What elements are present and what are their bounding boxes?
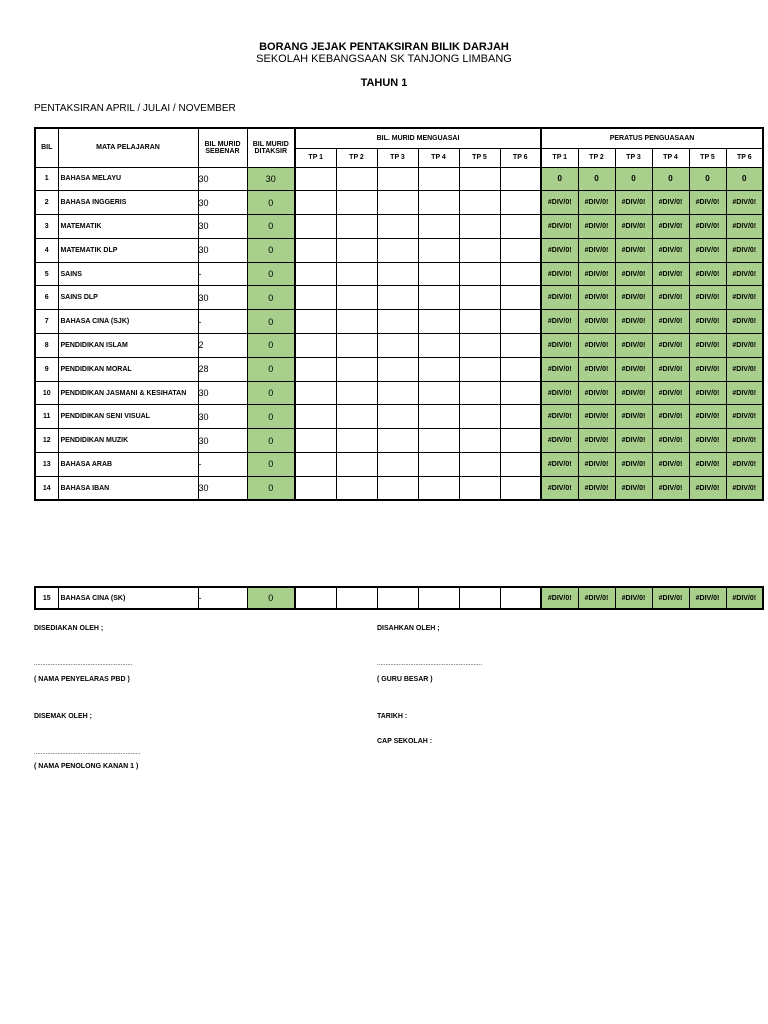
row-peratus-tp1: #DIV/0! xyxy=(541,310,578,334)
col-peratus-tp4: TP 4 xyxy=(652,148,689,167)
row-peratus-tp3: #DIV/0! xyxy=(615,286,652,310)
row-peratus-tp4: #DIV/0! xyxy=(652,310,689,334)
row-peratus-tp3: #DIV/0! xyxy=(615,453,652,477)
row-bil: 1 xyxy=(35,167,58,191)
row-menguasai-tp2 xyxy=(336,310,377,334)
row-bil-murid-ditaksir: 0 xyxy=(247,357,295,381)
row-menguasai-tp5 xyxy=(459,238,500,262)
row-menguasai-tp4 xyxy=(418,453,459,477)
row-peratus-tp5: #DIV/0! xyxy=(689,381,726,405)
row-peratus-tp2: #DIV/0! xyxy=(578,405,615,429)
row-peratus-tp1: #DIV/0! xyxy=(541,191,578,215)
row-menguasai-tp2 xyxy=(336,476,377,500)
row-peratus-tp1: #DIV/0! xyxy=(541,262,578,286)
row-bil-murid-sebenar: - xyxy=(198,310,247,334)
row-bil-murid-ditaksir: 0 xyxy=(247,310,295,334)
row-menguasai-tp3 xyxy=(377,238,418,262)
row-bil-murid-sebenar: 30 xyxy=(198,476,247,500)
col-peratus-tp2: TP 2 xyxy=(578,148,615,167)
row-menguasai-tp1 xyxy=(295,286,336,310)
row-peratus-tp6: #DIV/0! xyxy=(726,238,763,262)
row-peratus-tp2: #DIV/0! xyxy=(578,286,615,310)
row-menguasai-tp4 xyxy=(418,191,459,215)
row-bil-murid-ditaksir: 0 xyxy=(247,453,295,477)
row-menguasai-tp2 xyxy=(336,334,377,358)
row-menguasai-tp5 xyxy=(459,587,500,609)
row-bil-murid-ditaksir: 0 xyxy=(247,476,295,500)
row-menguasai-tp2 xyxy=(336,429,377,453)
row-menguasai-tp6 xyxy=(500,167,541,191)
year-label: TAHUN 1 xyxy=(360,77,408,89)
assessment-table xyxy=(34,127,764,501)
row-menguasai-tp6 xyxy=(500,587,541,609)
row-bil: 11 xyxy=(35,405,58,429)
row-peratus-tp4: #DIV/0! xyxy=(652,286,689,310)
table-row xyxy=(35,587,763,609)
row-menguasai-tp2 xyxy=(336,453,377,477)
table-row xyxy=(35,429,763,453)
row-menguasai-tp4 xyxy=(418,215,459,239)
row-bil-murid-sebenar: 30 xyxy=(198,215,247,239)
row-bil-murid-sebenar: 30 xyxy=(198,381,247,405)
row-menguasai-tp6 xyxy=(500,476,541,500)
row-bil: 14 xyxy=(35,476,58,500)
row-menguasai-tp2 xyxy=(336,167,377,191)
row-bil-murid-sebenar: 30 xyxy=(198,286,247,310)
row-peratus-tp4: #DIV/0! xyxy=(652,262,689,286)
col-peratus-tp3: TP 3 xyxy=(615,148,652,167)
row-bil: 15 xyxy=(35,587,58,609)
row-menguasai-tp2 xyxy=(336,215,377,239)
row-menguasai-tp1 xyxy=(295,429,336,453)
row-peratus-tp2: #DIV/0! xyxy=(578,357,615,381)
row-menguasai-tp6 xyxy=(500,215,541,239)
row-peratus-tp6: #DIV/0! xyxy=(726,405,763,429)
col-group-peratus: PERATUS PENGUASAAN xyxy=(541,128,763,148)
row-peratus-tp4: #DIV/0! xyxy=(652,429,689,453)
row-bil: 12 xyxy=(35,429,58,453)
row-peratus-tp2: #DIV/0! xyxy=(578,587,615,609)
row-menguasai-tp1 xyxy=(295,453,336,477)
row-menguasai-tp4 xyxy=(418,381,459,405)
row-peratus-tp3: #DIV/0! xyxy=(615,429,652,453)
row-subject: BAHASA CINA (SJK) xyxy=(58,310,198,334)
col-menguasai-tp4: TP 4 xyxy=(418,148,459,167)
row-peratus-tp1: #DIV/0! xyxy=(541,238,578,262)
row-menguasai-tp2 xyxy=(336,587,377,609)
row-menguasai-tp3 xyxy=(377,286,418,310)
row-menguasai-tp6 xyxy=(500,453,541,477)
row-peratus-tp5: #DIV/0! xyxy=(689,191,726,215)
row-menguasai-tp2 xyxy=(336,405,377,429)
row-peratus-tp4: #DIV/0! xyxy=(652,587,689,609)
row-menguasai-tp1 xyxy=(295,587,336,609)
row-peratus-tp6: #DIV/0! xyxy=(726,357,763,381)
row-peratus-tp5: #DIV/0! xyxy=(689,310,726,334)
row-peratus-tp3: #DIV/0! xyxy=(615,262,652,286)
row-peratus-tp3: #DIV/0! xyxy=(615,334,652,358)
row-bil: 13 xyxy=(35,453,58,477)
approved-by-label: DISAHKAN OLEH ; xyxy=(377,625,440,632)
row-menguasai-tp1 xyxy=(295,334,336,358)
row-bil-murid-sebenar: 30 xyxy=(198,429,247,453)
row-bil-murid-ditaksir: 0 xyxy=(247,587,295,609)
row-menguasai-tp3 xyxy=(377,334,418,358)
row-menguasai-tp5 xyxy=(459,334,500,358)
row-menguasai-tp5 xyxy=(459,357,500,381)
row-menguasai-tp3 xyxy=(377,310,418,334)
row-peratus-tp5: #DIV/0! xyxy=(689,357,726,381)
row-peratus-tp6: #DIV/0! xyxy=(726,286,763,310)
row-subject: PENDIDIKAN MORAL xyxy=(58,357,198,381)
row-peratus-tp2: #DIV/0! xyxy=(578,476,615,500)
row-peratus-tp5: #DIV/0! xyxy=(689,286,726,310)
row-menguasai-tp5 xyxy=(459,429,500,453)
row-peratus-tp1: #DIV/0! xyxy=(541,334,578,358)
row-peratus-tp5: #DIV/0! xyxy=(689,429,726,453)
table-row xyxy=(35,262,763,286)
row-peratus-tp4: #DIV/0! xyxy=(652,381,689,405)
row-peratus-tp3: #DIV/0! xyxy=(615,238,652,262)
row-subject: SAINS DLP xyxy=(58,286,198,310)
row-subject: MATEMATIK xyxy=(58,215,198,239)
row-peratus-tp3: #DIV/0! xyxy=(615,381,652,405)
row-peratus-tp2: 0 xyxy=(578,167,615,191)
row-peratus-tp2: #DIV/0! xyxy=(578,262,615,286)
signature-line-senior-assistant: ................................................................ xyxy=(34,750,141,756)
row-menguasai-tp4 xyxy=(418,238,459,262)
row-menguasai-tp3 xyxy=(377,405,418,429)
coordinator-name-label: ( NAMA PENYELARAS PBD ) xyxy=(34,676,130,683)
row-menguasai-tp4 xyxy=(418,405,459,429)
row-peratus-tp5: #DIV/0! xyxy=(689,238,726,262)
row-menguasai-tp1 xyxy=(295,381,336,405)
row-menguasai-tp5 xyxy=(459,381,500,405)
row-menguasai-tp3 xyxy=(377,381,418,405)
col-bil: BIL xyxy=(35,128,58,167)
row-subject: MATEMATIK DLP xyxy=(58,238,198,262)
table-row xyxy=(35,310,763,334)
prepared-by-label: DISEDIAKAN OLEH ; xyxy=(34,625,104,632)
row-menguasai-tp6 xyxy=(500,405,541,429)
table-row xyxy=(35,405,763,429)
row-menguasai-tp3 xyxy=(377,587,418,609)
row-peratus-tp2: #DIV/0! xyxy=(578,381,615,405)
table-row xyxy=(35,381,763,405)
row-menguasai-tp6 xyxy=(500,357,541,381)
signature-line-headmaster: ............................................................... xyxy=(377,661,483,667)
row-menguasai-tp2 xyxy=(336,191,377,215)
col-menguasai-tp5: TP 5 xyxy=(459,148,500,167)
row-menguasai-tp3 xyxy=(377,357,418,381)
row-peratus-tp5: #DIV/0! xyxy=(689,334,726,358)
row-menguasai-tp4 xyxy=(418,334,459,358)
col-menguasai-tp2: TP 2 xyxy=(336,148,377,167)
row-peratus-tp4: #DIV/0! xyxy=(652,334,689,358)
row-peratus-tp4: #DIV/0! xyxy=(652,405,689,429)
col-peratus-tp1: TP 1 xyxy=(541,148,578,167)
school-stamp-label: CAP SEKOLAH : xyxy=(377,738,433,745)
row-menguasai-tp4 xyxy=(418,167,459,191)
row-peratus-tp5: 0 xyxy=(689,167,726,191)
table-row xyxy=(35,453,763,477)
row-menguasai-tp6 xyxy=(500,262,541,286)
row-peratus-tp2: #DIV/0! xyxy=(578,215,615,239)
table-row xyxy=(35,476,763,500)
row-menguasai-tp6 xyxy=(500,310,541,334)
row-menguasai-tp4 xyxy=(418,286,459,310)
col-group-menguasai: BIL. MURID MENGUASAI xyxy=(295,128,541,148)
headmaster-label: ( GURU BESAR ) xyxy=(377,676,433,683)
row-menguasai-tp1 xyxy=(295,262,336,286)
row-subject: BAHASA INGGERIS xyxy=(58,191,198,215)
row-menguasai-tp1 xyxy=(295,405,336,429)
row-menguasai-tp4 xyxy=(418,262,459,286)
row-peratus-tp1: #DIV/0! xyxy=(541,286,578,310)
row-peratus-tp2: #DIV/0! xyxy=(578,453,615,477)
row-menguasai-tp5 xyxy=(459,167,500,191)
row-bil-murid-sebenar: 30 xyxy=(198,405,247,429)
row-menguasai-tp5 xyxy=(459,310,500,334)
row-menguasai-tp3 xyxy=(377,167,418,191)
table-row xyxy=(35,286,763,310)
row-peratus-tp2: #DIV/0! xyxy=(578,429,615,453)
extra-subject-table xyxy=(34,586,764,610)
row-menguasai-tp3 xyxy=(377,215,418,239)
row-peratus-tp4: #DIV/0! xyxy=(652,453,689,477)
row-menguasai-tp1 xyxy=(295,310,336,334)
row-peratus-tp1: #DIV/0! xyxy=(541,429,578,453)
row-peratus-tp4: #DIV/0! xyxy=(652,215,689,239)
row-subject: BAHASA ARAB xyxy=(58,453,198,477)
row-menguasai-tp1 xyxy=(295,167,336,191)
row-peratus-tp4: #DIV/0! xyxy=(652,357,689,381)
row-peratus-tp5: #DIV/0! xyxy=(689,262,726,286)
row-menguasai-tp4 xyxy=(418,429,459,453)
row-bil: 4 xyxy=(35,238,58,262)
row-peratus-tp5: #DIV/0! xyxy=(689,587,726,609)
row-subject: BAHASA MELAYU xyxy=(58,167,198,191)
row-menguasai-tp5 xyxy=(459,215,500,239)
row-peratus-tp6: #DIV/0! xyxy=(726,453,763,477)
signature-line-coordinator: ........................................................... xyxy=(34,661,133,667)
row-bil: 8 xyxy=(35,334,58,358)
row-bil-murid-ditaksir: 0 xyxy=(247,191,295,215)
row-bil: 3 xyxy=(35,215,58,239)
table-row xyxy=(35,215,763,239)
row-menguasai-tp6 xyxy=(500,381,541,405)
row-bil-murid-ditaksir: 0 xyxy=(247,334,295,358)
row-subject: PENDIDIKAN ISLAM xyxy=(58,334,198,358)
row-peratus-tp6: #DIV/0! xyxy=(726,381,763,405)
row-bil: 5 xyxy=(35,262,58,286)
row-peratus-tp6: #DIV/0! xyxy=(726,587,763,609)
row-peratus-tp6: #DIV/0! xyxy=(726,262,763,286)
row-menguasai-tp1 xyxy=(295,476,336,500)
row-peratus-tp3: #DIV/0! xyxy=(615,357,652,381)
document-title: BORANG JEJAK PENTAKSIRAN BILIK DARJAH xyxy=(259,41,509,53)
row-bil-murid-ditaksir: 0 xyxy=(247,238,295,262)
col-peratus-tp6: TP 6 xyxy=(726,148,763,167)
row-menguasai-tp1 xyxy=(295,191,336,215)
row-bil-murid-sebenar: - xyxy=(198,453,247,477)
row-peratus-tp1: #DIV/0! xyxy=(541,476,578,500)
row-peratus-tp2: #DIV/0! xyxy=(578,334,615,358)
checked-by-label: DISEMAK OLEH ; xyxy=(34,713,92,720)
row-peratus-tp6: #DIV/0! xyxy=(726,310,763,334)
row-menguasai-tp2 xyxy=(336,286,377,310)
row-peratus-tp1: 0 xyxy=(541,167,578,191)
table-row xyxy=(35,167,763,191)
row-menguasai-tp2 xyxy=(336,262,377,286)
col-bil-murid-ditaksir: BIL MURID DITAKSIR xyxy=(247,128,295,167)
row-peratus-tp6: #DIV/0! xyxy=(726,429,763,453)
row-bil-murid-ditaksir: 0 xyxy=(247,286,295,310)
row-bil-murid-ditaksir: 0 xyxy=(247,405,295,429)
row-menguasai-tp6 xyxy=(500,429,541,453)
row-menguasai-tp4 xyxy=(418,310,459,334)
row-peratus-tp1: #DIV/0! xyxy=(541,453,578,477)
row-peratus-tp1: #DIV/0! xyxy=(541,357,578,381)
row-menguasai-tp1 xyxy=(295,357,336,381)
row-bil: 7 xyxy=(35,310,58,334)
row-menguasai-tp6 xyxy=(500,238,541,262)
row-peratus-tp3: #DIV/0! xyxy=(615,191,652,215)
row-peratus-tp1: #DIV/0! xyxy=(541,587,578,609)
row-menguasai-tp3 xyxy=(377,429,418,453)
row-bil-murid-ditaksir: 0 xyxy=(247,215,295,239)
row-bil-murid-sebenar: 30 xyxy=(198,238,247,262)
row-menguasai-tp5 xyxy=(459,191,500,215)
row-peratus-tp1: #DIV/0! xyxy=(541,381,578,405)
row-menguasai-tp4 xyxy=(418,357,459,381)
row-menguasai-tp5 xyxy=(459,286,500,310)
row-peratus-tp3: 0 xyxy=(615,167,652,191)
row-menguasai-tp2 xyxy=(336,238,377,262)
row-peratus-tp2: #DIV/0! xyxy=(578,310,615,334)
row-menguasai-tp3 xyxy=(377,453,418,477)
row-peratus-tp3: #DIV/0! xyxy=(615,476,652,500)
row-bil-murid-sebenar: - xyxy=(198,587,247,609)
row-menguasai-tp3 xyxy=(377,262,418,286)
row-peratus-tp3: #DIV/0! xyxy=(615,405,652,429)
row-menguasai-tp1 xyxy=(295,238,336,262)
row-menguasai-tp3 xyxy=(377,191,418,215)
assessment-period: PENTAKSIRAN APRIL / JULAI / NOVEMBER xyxy=(34,103,236,114)
senior-assistant-name-label: ( NAMA PENOLONG KANAN 1 ) xyxy=(34,763,139,770)
row-menguasai-tp3 xyxy=(377,476,418,500)
row-subject: SAINS xyxy=(58,262,198,286)
table-row xyxy=(35,334,763,358)
col-bil-murid-sebenar: BIL MURID SEBENAR xyxy=(198,128,247,167)
row-peratus-tp2: #DIV/0! xyxy=(578,191,615,215)
row-menguasai-tp1 xyxy=(295,215,336,239)
col-menguasai-tp3: TP 3 xyxy=(377,148,418,167)
row-subject: BAHASA CINA (SK) xyxy=(58,587,198,609)
row-bil: 10 xyxy=(35,381,58,405)
row-peratus-tp3: #DIV/0! xyxy=(615,215,652,239)
row-bil-murid-ditaksir: 0 xyxy=(247,262,295,286)
row-menguasai-tp5 xyxy=(459,476,500,500)
school-name: SEKOLAH KEBANGSAAN SK TANJONG LIMBANG xyxy=(256,53,512,65)
row-bil-murid-sebenar: - xyxy=(198,262,247,286)
row-peratus-tp4: #DIV/0! xyxy=(652,238,689,262)
row-peratus-tp3: #DIV/0! xyxy=(615,587,652,609)
row-bil: 6 xyxy=(35,286,58,310)
row-menguasai-tp2 xyxy=(336,357,377,381)
row-bil-murid-sebenar: 28 xyxy=(198,357,247,381)
row-peratus-tp4: 0 xyxy=(652,167,689,191)
row-bil-murid-sebenar: 2 xyxy=(198,334,247,358)
row-bil-murid-sebenar: 30 xyxy=(198,167,247,191)
row-bil: 9 xyxy=(35,357,58,381)
row-peratus-tp6: #DIV/0! xyxy=(726,215,763,239)
table-row xyxy=(35,238,763,262)
row-menguasai-tp5 xyxy=(459,453,500,477)
row-menguasai-tp4 xyxy=(418,476,459,500)
table-row xyxy=(35,191,763,215)
row-peratus-tp4: #DIV/0! xyxy=(652,191,689,215)
row-menguasai-tp5 xyxy=(459,262,500,286)
row-bil-murid-sebenar: 30 xyxy=(198,191,247,215)
row-peratus-tp4: #DIV/0! xyxy=(652,476,689,500)
date-label: TARIKH : xyxy=(377,713,408,720)
row-subject: PENDIDIKAN MUZIK xyxy=(58,429,198,453)
row-bil: 2 xyxy=(35,191,58,215)
col-menguasai-tp1: TP 1 xyxy=(295,148,336,167)
row-peratus-tp5: #DIV/0! xyxy=(689,476,726,500)
row-peratus-tp5: #DIV/0! xyxy=(689,453,726,477)
row-peratus-tp1: #DIV/0! xyxy=(541,215,578,239)
row-bil-murid-ditaksir: 0 xyxy=(247,381,295,405)
row-peratus-tp3: #DIV/0! xyxy=(615,310,652,334)
row-subject: PENDIDIKAN SENI VISUAL xyxy=(58,405,198,429)
row-peratus-tp6: #DIV/0! xyxy=(726,476,763,500)
row-bil-murid-ditaksir: 30 xyxy=(247,167,295,191)
table-row xyxy=(35,357,763,381)
row-peratus-tp1: #DIV/0! xyxy=(541,405,578,429)
row-peratus-tp6: 0 xyxy=(726,167,763,191)
row-subject: BAHASA IBAN xyxy=(58,476,198,500)
row-bil-murid-ditaksir: 0 xyxy=(247,429,295,453)
col-peratus-tp5: TP 5 xyxy=(689,148,726,167)
row-subject: PENDIDIKAN JASMANI & KESIHATAN xyxy=(58,381,198,405)
row-peratus-tp5: #DIV/0! xyxy=(689,215,726,239)
row-peratus-tp2: #DIV/0! xyxy=(578,238,615,262)
row-menguasai-tp6 xyxy=(500,334,541,358)
row-menguasai-tp2 xyxy=(336,381,377,405)
row-menguasai-tp5 xyxy=(459,405,500,429)
row-menguasai-tp4 xyxy=(418,587,459,609)
row-menguasai-tp6 xyxy=(500,191,541,215)
row-peratus-tp5: #DIV/0! xyxy=(689,405,726,429)
col-mata-pelajaran: MATA PELAJARAN xyxy=(58,128,198,167)
row-menguasai-tp6 xyxy=(500,286,541,310)
row-peratus-tp6: #DIV/0! xyxy=(726,334,763,358)
col-menguasai-tp6: TP 6 xyxy=(500,148,541,167)
row-peratus-tp6: #DIV/0! xyxy=(726,191,763,215)
